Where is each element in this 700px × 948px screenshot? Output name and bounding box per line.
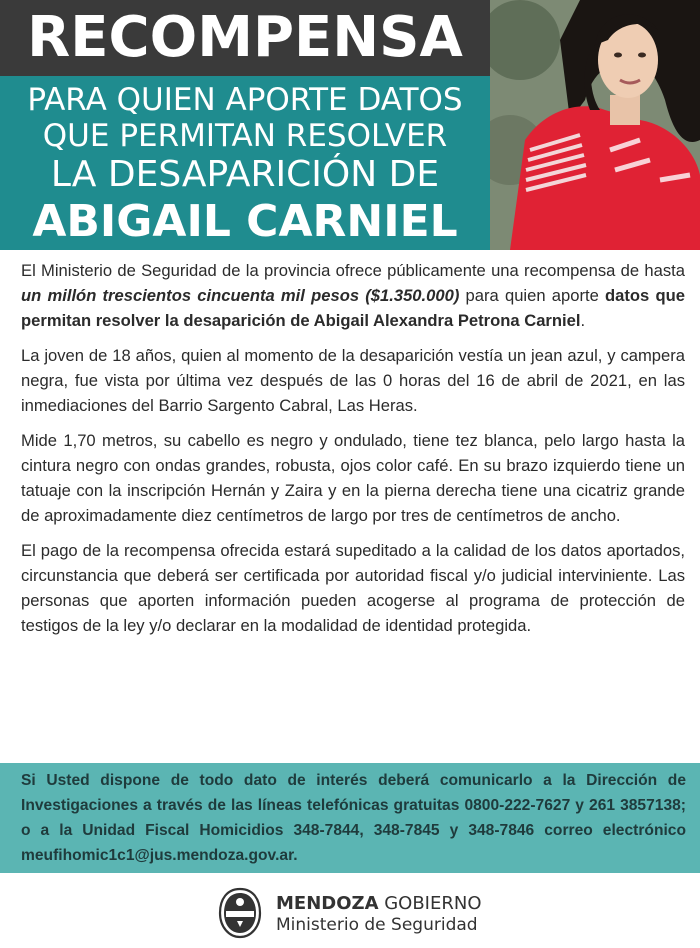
subtitle-line-1: PARA QUIEN APORTE DATOS bbox=[27, 82, 463, 118]
paragraph-last-seen: La joven de 18 años, quien al momento de la desaparición vestía un jean azul, y campera negra, fue vista por última vez después de las 0 horas del 16 de abril de 2021, en las inmediaciones del Barrio Sargento Cabral, Las Heras. bbox=[21, 346, 685, 415]
missing-person-photo bbox=[490, 0, 700, 250]
footer bbox=[0, 873, 700, 948]
offer-middle: para quien aporte bbox=[459, 286, 606, 305]
offer-end: . bbox=[580, 311, 586, 330]
brand-mendoza: MENDOZA bbox=[276, 893, 379, 914]
contact-info: Si Usted dispone de todo dato de interés deberá comunicarlo a la Dirección de Investigaciones a través de las líneas telefónicas gratuitas 0800-222-7627 y 261 3857138; o a la Unidad Fiscal Homicidios 348-7844, 348-7845 y 348-7846 correo electrónico meufihomic1c1@jus.mendoza.gov.ar. bbox=[0, 763, 700, 873]
missing-person-name: ABIGAIL CARNIEL bbox=[32, 196, 458, 247]
paragraph-conditions: El pago de la recompensa ofrecida estará supeditado a la calidad de los datos aportados, circunstancia que deberá ser certificada por autoridad fiscal y/o judicial interviniente. Las personas que aporten información pueden acogerse al programa de protección de testigos de la ley y/o declarar en la modalidad de identidad protegida. bbox=[21, 541, 685, 635]
paragraph-offer bbox=[21, 258, 685, 333]
subtitle-line-2: QUE PERMITAN RESOLVER bbox=[42, 118, 448, 154]
header bbox=[0, 0, 700, 250]
paragraph-description: Mide 1,70 metros, su cabello es negro y ondulado, tiene tez blanca, pelo largo hasta la cintura negro con ondas grandes, robusta, ojos color café. En su brazo izquierdo tiene un tatuaje con la inscripción Hernán y Zaira y en la pierna derecha tiene una cicatriz grande de aproximadamente diez centímetros de largo por tres de centímetros de ancho. bbox=[21, 431, 685, 525]
reward-amount: un millón trescientos cincuenta mil pesos ($1.350.000) bbox=[21, 286, 460, 305]
mendoza-coat-of-arms-icon bbox=[217, 887, 263, 939]
subtitle-line-3: LA DESAPARICIÓN DE bbox=[50, 154, 440, 195]
portrait-illustration bbox=[490, 0, 700, 250]
title: RECOMPENSA bbox=[0, 0, 490, 76]
brand-line bbox=[276, 893, 482, 915]
subtitle-block bbox=[0, 76, 490, 250]
ministry-name: Ministerio de Seguridad bbox=[276, 915, 478, 935]
government-logo-text bbox=[276, 893, 482, 935]
brand-gobierno: GOBIERNO bbox=[378, 893, 482, 914]
reward-description bbox=[21, 258, 685, 648]
offer-purpose: datos que permitan resolver la desaparición de Abigail Alexandra Petrona Carniel bbox=[21, 286, 685, 330]
offer-intro: El Ministerio de Seguridad de la provincia ofrece públicamente una recompensa de hasta bbox=[21, 261, 685, 280]
